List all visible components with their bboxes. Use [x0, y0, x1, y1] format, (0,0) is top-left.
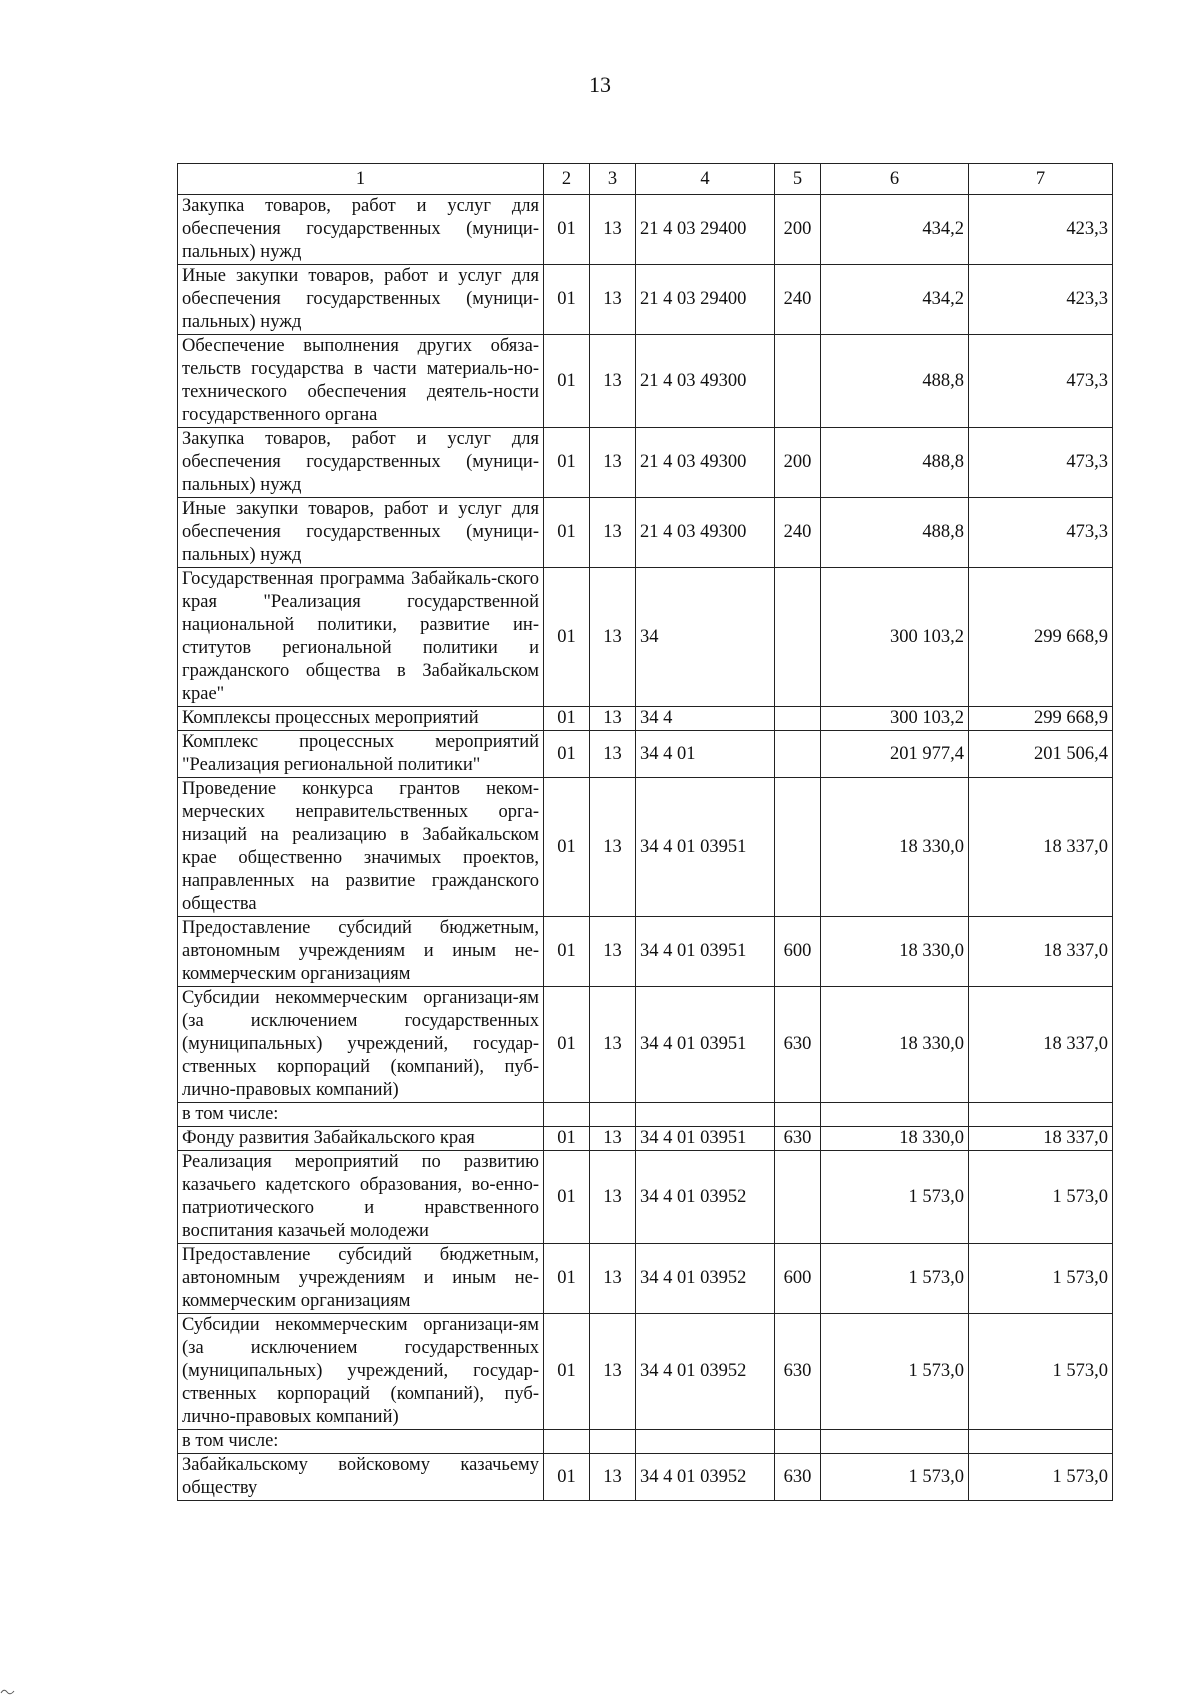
row-expense-type-cell [775, 568, 821, 707]
table-row [178, 1454, 1113, 1501]
row-amount-year1-cell: 434,2 [821, 265, 969, 335]
row-name-cell: Субсидии некоммерческим организаци-ям (за исключением государственных (муниципальных) учреждений, государ-ственных корпораций (компаний), пуб-лично-правовых компаний) [178, 987, 544, 1103]
page-number: 13 [589, 72, 611, 97]
table-row [178, 1151, 1113, 1244]
row-name-cell: в том числе: [178, 1430, 544, 1454]
row-subsection-cell: 13 [590, 987, 636, 1103]
row-subsection-cell: 13 [590, 778, 636, 917]
table-row [178, 428, 1113, 498]
row-amount-year1-cell [821, 1103, 969, 1127]
table-row [178, 1244, 1113, 1314]
row-amount-year2-cell: 473,3 [969, 498, 1113, 568]
row-section-cell: 01 [544, 335, 590, 428]
row-amount-year1-cell: 488,8 [821, 428, 969, 498]
row-amount-year2-cell: 299 668,9 [969, 707, 1113, 731]
row-expense-type-cell: 200 [775, 428, 821, 498]
row-subsection-cell: 13 [590, 568, 636, 707]
row-amount-year2-cell: 18 337,0 [969, 778, 1113, 917]
row-target-article-cell: 34 4 01 03951 [636, 1127, 775, 1151]
row-section-cell [544, 1430, 590, 1454]
row-amount-year1-cell: 201 977,4 [821, 731, 969, 778]
row-name-cell: Субсидии некоммерческим организаци-ям (за исключением государственных (муниципальных) учреждений, государ-ственных корпораций (компаний), пуб-лично-правовых компаний) [178, 1314, 544, 1430]
table-row [178, 1127, 1113, 1151]
row-amount-year1-cell [821, 1430, 969, 1454]
row-subsection-cell: 13 [590, 1127, 636, 1151]
table-body [178, 195, 1113, 1501]
row-target-article-cell: 34 4 [636, 707, 775, 731]
row-expense-type-cell: 630 [775, 1314, 821, 1430]
row-name-cell: Иные закупки товаров, работ и услуг для обеспечения государственных (муници-пальных) нужд [178, 498, 544, 568]
row-section-cell: 01 [544, 778, 590, 917]
row-name-cell: Предоставление субсидий бюджетным, автономным учреждениям и иным не-коммерческим организациям [178, 917, 544, 987]
row-expense-type-cell [775, 778, 821, 917]
row-subsection-cell: 13 [590, 428, 636, 498]
row-expense-type-cell [775, 1103, 821, 1127]
row-amount-year1-cell: 300 103,2 [821, 568, 969, 707]
row-amount-year1-cell: 300 103,2 [821, 707, 969, 731]
row-amount-year2-cell: 18 337,0 [969, 987, 1113, 1103]
row-section-cell: 01 [544, 1127, 590, 1151]
row-expense-type-cell: 240 [775, 265, 821, 335]
table-row [178, 707, 1113, 731]
row-amount-year1-cell: 18 330,0 [821, 778, 969, 917]
row-subsection-cell: 13 [590, 195, 636, 265]
header-cell: 1 [178, 164, 544, 195]
row-subsection-cell [590, 1430, 636, 1454]
header-cell: 3 [590, 164, 636, 195]
row-amount-year2-cell: 473,3 [969, 335, 1113, 428]
budget-table [177, 163, 1113, 1501]
row-target-article-cell: 21 4 03 49300 [636, 428, 775, 498]
row-subsection-cell: 13 [590, 335, 636, 428]
row-expense-type-cell [775, 1151, 821, 1244]
row-amount-year1-cell: 18 330,0 [821, 917, 969, 987]
row-amount-year2-cell: 201 506,4 [969, 731, 1113, 778]
row-name-cell: Закупка товаров, работ и услуг для обеспечения государственных (муници-пальных) нужд [178, 428, 544, 498]
row-amount-year1-cell: 1 573,0 [821, 1151, 969, 1244]
row-name-cell: Закупка товаров, работ и услуг для обеспечения государственных (муници-пальных) нужд [178, 195, 544, 265]
table-row [178, 195, 1113, 265]
row-subsection-cell: 13 [590, 917, 636, 987]
row-section-cell: 01 [544, 1244, 590, 1314]
row-subsection-cell [590, 1103, 636, 1127]
row-target-article-cell: 34 4 01 03951 [636, 917, 775, 987]
table-row [178, 778, 1113, 917]
row-section-cell: 01 [544, 1151, 590, 1244]
row-expense-type-cell: 600 [775, 1244, 821, 1314]
row-amount-year2-cell: 1 573,0 [969, 1454, 1113, 1501]
row-amount-year1-cell: 434,2 [821, 195, 969, 265]
row-name-cell: Комплексы процессных мероприятий [178, 707, 544, 731]
table-row [178, 568, 1113, 707]
row-name-cell: Комплекс процессных мероприятий "Реализация региональной политики" [178, 731, 544, 778]
row-amount-year2-cell: 299 668,9 [969, 568, 1113, 707]
row-amount-year1-cell: 488,8 [821, 498, 969, 568]
row-section-cell: 01 [544, 265, 590, 335]
row-subsection-cell: 13 [590, 1151, 636, 1244]
row-section-cell: 01 [544, 498, 590, 568]
table-row [178, 335, 1113, 428]
row-amount-year2-cell: 18 337,0 [969, 917, 1113, 987]
row-name-cell: Забайкальскому войсковому казачьему обществу [178, 1454, 544, 1501]
row-expense-type-cell: 600 [775, 917, 821, 987]
row-amount-year1-cell: 1 573,0 [821, 1244, 969, 1314]
row-amount-year2-cell: 423,3 [969, 265, 1113, 335]
row-expense-type-cell: 630 [775, 1454, 821, 1501]
row-amount-year1-cell: 18 330,0 [821, 987, 969, 1103]
header-cell: 5 [775, 164, 821, 195]
row-subsection-cell: 13 [590, 731, 636, 778]
row-amount-year2-cell [969, 1103, 1113, 1127]
table-row [178, 498, 1113, 568]
header-cell: 6 [821, 164, 969, 195]
row-subsection-cell: 13 [590, 707, 636, 731]
row-subsection-cell: 13 [590, 1454, 636, 1501]
row-section-cell: 01 [544, 1454, 590, 1501]
row-name-cell: Государственная программа Забайкаль-ского края "Реализация государственной национальной политики, развитие ин-ститутов региональной политики и гражданского общества в Забайкальском крае" [178, 568, 544, 707]
row-expense-type-cell: 240 [775, 498, 821, 568]
header-cell: 2 [544, 164, 590, 195]
row-target-article-cell: 34 [636, 568, 775, 707]
row-section-cell: 01 [544, 707, 590, 731]
row-expense-type-cell: 200 [775, 195, 821, 265]
row-target-article-cell: 34 4 01 03951 [636, 778, 775, 917]
row-expense-type-cell: 630 [775, 1127, 821, 1151]
row-section-cell [544, 1103, 590, 1127]
row-name-cell: Фонду развития Забайкальского края [178, 1127, 544, 1151]
row-section-cell: 01 [544, 195, 590, 265]
row-target-article-cell: 21 4 03 29400 [636, 265, 775, 335]
table-row [178, 1103, 1113, 1127]
row-target-article-cell: 34 4 01 03951 [636, 987, 775, 1103]
row-amount-year2-cell: 423,3 [969, 195, 1113, 265]
row-subsection-cell: 13 [590, 1314, 636, 1430]
row-name-cell: в том числе: [178, 1103, 544, 1127]
row-amount-year2-cell: 473,3 [969, 428, 1113, 498]
table-row [178, 265, 1113, 335]
row-expense-type-cell [775, 707, 821, 731]
row-target-article-cell [636, 1430, 775, 1454]
table-row [178, 987, 1113, 1103]
row-target-article-cell: 21 4 03 49300 [636, 335, 775, 428]
row-subsection-cell: 13 [590, 1244, 636, 1314]
row-name-cell: Предоставление субсидий бюджетным, автономным учреждениям и иным не-коммерческим организациям [178, 1244, 544, 1314]
row-name-cell: Реализация мероприятий по развитию казачьего кадетского образования, во-енно-патриотического и нравственного воспитания казачьей молодежи [178, 1151, 544, 1244]
row-section-cell: 01 [544, 917, 590, 987]
row-target-article-cell [636, 1103, 775, 1127]
row-target-article-cell: 34 4 01 [636, 731, 775, 778]
row-amount-year2-cell: 18 337,0 [969, 1127, 1113, 1151]
table-header-row [178, 164, 1113, 195]
row-target-article-cell: 34 4 01 03952 [636, 1454, 775, 1501]
row-target-article-cell: 34 4 01 03952 [636, 1151, 775, 1244]
row-amount-year2-cell: 1 573,0 [969, 1244, 1113, 1314]
table-row [178, 1430, 1113, 1454]
row-section-cell: 01 [544, 1314, 590, 1430]
row-section-cell: 01 [544, 428, 590, 498]
row-amount-year2-cell: 1 573,0 [969, 1314, 1113, 1430]
row-subsection-cell: 13 [590, 265, 636, 335]
table-row [178, 917, 1113, 987]
row-target-article-cell: 34 4 01 03952 [636, 1244, 775, 1314]
header-cell: 4 [636, 164, 775, 195]
row-amount-year1-cell: 488,8 [821, 335, 969, 428]
row-target-article-cell: 21 4 03 49300 [636, 498, 775, 568]
row-amount-year1-cell: 18 330,0 [821, 1127, 969, 1151]
row-expense-type-cell [775, 335, 821, 428]
row-amount-year2-cell [969, 1430, 1113, 1454]
row-name-cell: Иные закупки товаров, работ и услуг для обеспечения государственных (муници-пальных) нужд [178, 265, 544, 335]
row-expense-type-cell [775, 731, 821, 778]
row-target-article-cell: 34 4 01 03952 [636, 1314, 775, 1430]
table-row [178, 731, 1113, 778]
row-target-article-cell: 21 4 03 29400 [636, 195, 775, 265]
row-amount-year1-cell: 1 573,0 [821, 1314, 969, 1430]
row-expense-type-cell [775, 1430, 821, 1454]
scan-mark-icon [0, 1686, 16, 1696]
row-name-cell: Обеспечение выполнения других обяза-тельств государства в части материаль-но-технического обеспечения деятель-ности государственного органа [178, 335, 544, 428]
row-subsection-cell: 13 [590, 498, 636, 568]
row-section-cell: 01 [544, 987, 590, 1103]
header-cell: 7 [969, 164, 1113, 195]
row-amount-year1-cell: 1 573,0 [821, 1454, 969, 1501]
row-expense-type-cell: 630 [775, 987, 821, 1103]
row-section-cell: 01 [544, 731, 590, 778]
row-name-cell: Проведение конкурса грантов неком-мерческих неправительственных орга-низаций на реализацию в Забайкальском крае общественно значимых проектов, направленных на развитие гражданского общества [178, 778, 544, 917]
table-row [178, 1314, 1113, 1430]
row-section-cell: 01 [544, 568, 590, 707]
row-amount-year2-cell: 1 573,0 [969, 1151, 1113, 1244]
